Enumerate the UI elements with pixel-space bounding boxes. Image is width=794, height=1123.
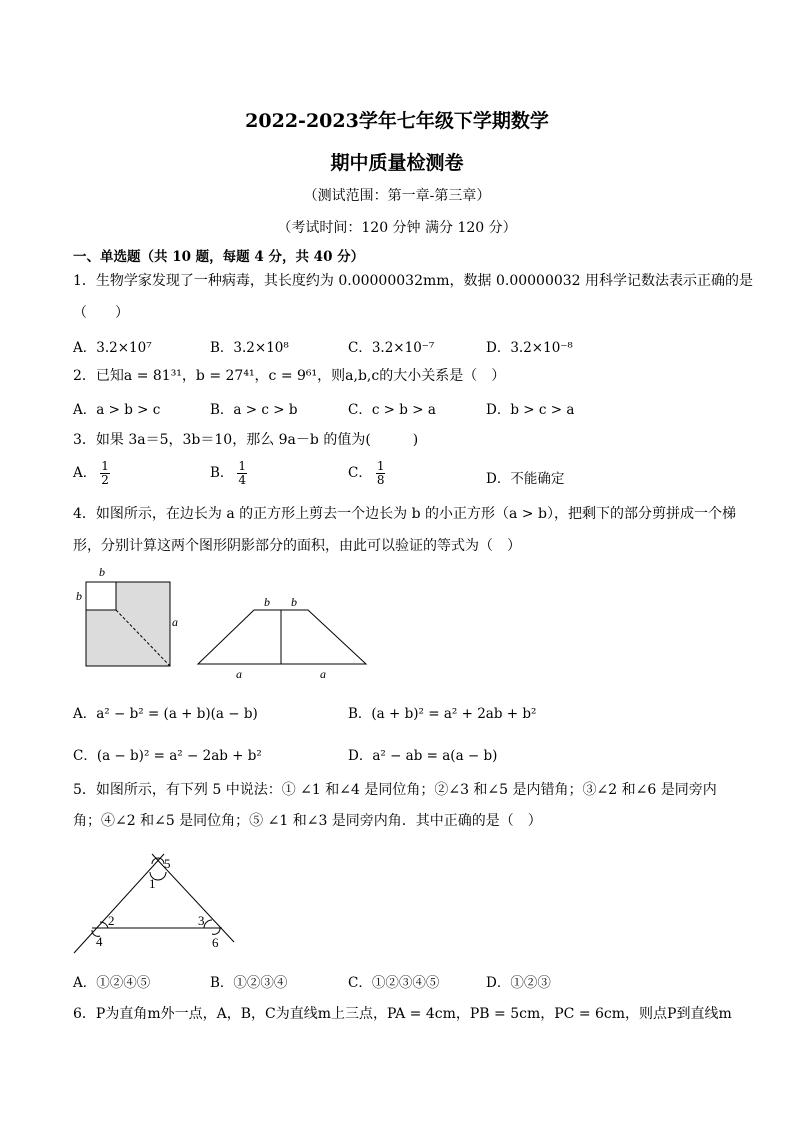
section-heading: 一、单选题（共 10 题，每题 4 分，共 40 分） [73,249,365,265]
q5-stem-line1: 5．如图所示，有下列 5 中说法：① ∠1 和∠4 是同位角；②∠3 和∠5 是内错角；③∠2 和∠6 是同旁内 [73,782,717,798]
q2-option-d: D．b > c > a [486,402,575,418]
q5-option-a: A．①②④⑤ [73,975,151,991]
label-a-right: a [172,615,178,629]
trapezoid [198,610,366,664]
q4-stem-line1: 4．如图所示，在边长为 a 的正方形上剪去一个边长为 b 的小正方形（a > b），把剩下的部分剪拼成一个梯 [73,506,736,522]
angle-label-5: 5 [164,856,171,871]
paper-title: 2022-2023学年七年级下学期数学 [245,110,549,132]
q2-option-b: B．a > c > b [210,402,298,418]
q3-option-b: B． $\frac{1}{4}$ [210,459,247,487]
q5-figure [70,850,250,960]
q4-option-d: D．a² − ab = a(a − b) [348,748,498,764]
angle-label-4: 4 [96,934,103,949]
label-b-top-right: b [291,595,297,609]
q2-option-a: A．a > b > c [73,402,161,418]
paper-subtitle: 期中质量检测卷 [330,152,464,174]
q3-option-a: A． $\frac{1}{2}$ [73,459,109,487]
q4-stem-line2: 形，分别计算这两个图形阴影部分的面积，由此可以验证的等式为（ ） [73,538,521,554]
q1-option-c: C．3.2×10⁻⁷ [348,340,435,356]
q4-figure [70,562,470,684]
q1-stem-line1: 1．生物学家发现了一种病毒，其长度约为 0.00000032mm，数据 0.00000032 用科学记数法表示正确的是 [73,273,754,289]
q5-option-b: B．①②③④ [210,975,288,991]
label-b-top-left: b [264,595,270,609]
q1-stem-line2: （ ） [73,305,129,321]
line-left [74,854,164,953]
q6-stem: 6．P为直角m外一点，A，B，C为直线m上三点，PA = 4cm，PB = 5cm，PC = 6cm，则点P到直线m [73,1006,732,1022]
label-b-left: b [76,589,82,603]
q5-option-c: C．①②③④⑤ [348,975,440,991]
small-square [86,582,116,610]
exam-time: （考试时间：120 分钟 满分 120 分） [277,220,517,236]
q2-option-c: C．c > b > a [348,402,436,418]
test-scope: （测试范围：第一章-第三章） [303,188,491,204]
q3-option-c: C． $\frac{1}{8}$ [348,459,385,487]
angle-label-3: 3 [198,913,205,928]
q4-option-a: A．a² − b² = (a + b)(a − b) [73,706,258,722]
q3-option-d: D．不能确定 [486,471,565,487]
q1-option-b: B．3.2×10⁸ [210,340,289,356]
q5-stem-line2: 角；④∠2 和∠5 是同位角；⑤ ∠1 和∠3 是同旁内角．其中正确的是（ ） [73,813,542,829]
angle-label-2: 2 [108,913,115,928]
q1-option-d: D．3.2×10⁻⁸ [486,340,573,356]
label-a-bottom-right: a [320,667,326,681]
q4-option-b: B．(a + b)² = a² + 2ab + b² [348,706,537,722]
label-a-bottom-left: a [236,667,242,681]
angle-label-6: 6 [212,935,219,950]
q5-option-d: D．①②③ [486,975,551,991]
q2-stem: 2．已知a = 81³¹，b = 27⁴¹，c = 9⁶¹，则a,b,c的大小关系是（ ） [73,368,506,384]
q4-option-c: C．(a − b)² = a² − 2ab + b² [73,748,262,764]
q1-option-a: A．3.2×10⁷ [73,340,152,356]
label-b-top: b [99,565,105,579]
angle-label-1: 1 [149,876,156,891]
q3-stem: 3．如果 3a＝5，3b＝10，那么 9a－b 的值为( ) [73,432,419,448]
